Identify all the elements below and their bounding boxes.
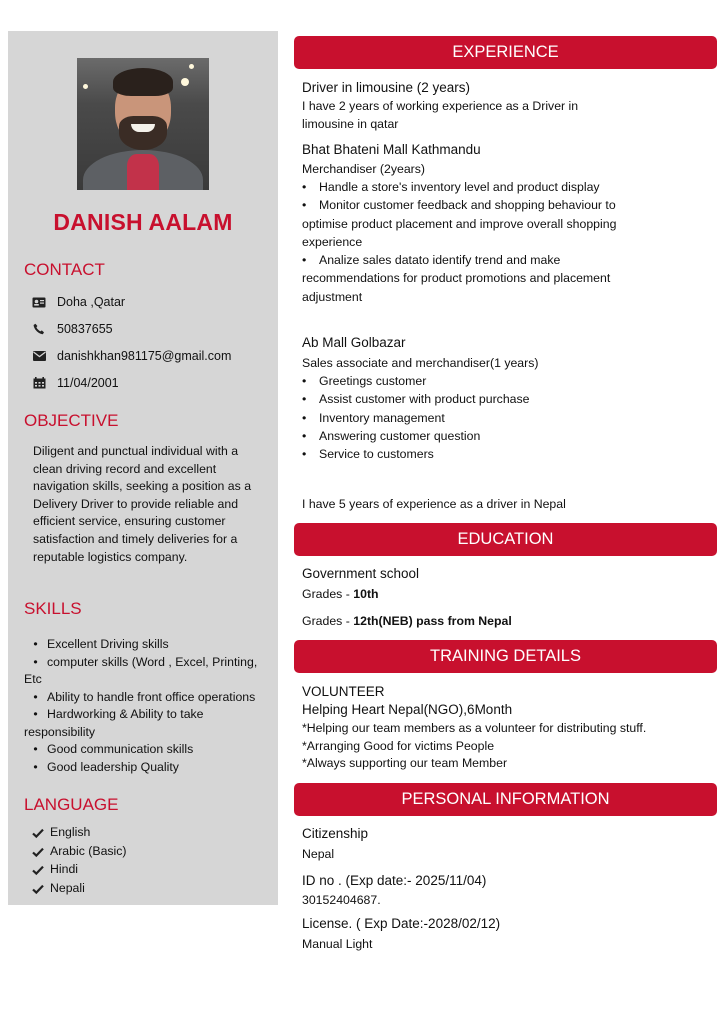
language-text: Arabic (Basic) [50, 843, 127, 858]
job3-title: Ab Mall Golbazar [302, 335, 406, 350]
contact-heading: CONTACT [24, 260, 105, 279]
nepal-experience-note: I have 5 years of experience as a driver in Nepal [302, 497, 566, 511]
training-point: *Arranging Good for victims People [302, 738, 495, 753]
bullet-icon: • [302, 253, 307, 268]
job3-point [302, 445, 632, 463]
language-heading: LANGUAGE [24, 795, 119, 814]
skill-item-text: computer skills (Word , Excel, Printing, Etc [24, 654, 258, 686]
job1-title: Driver in limousine (2 years) [302, 80, 471, 95]
skill-item-text: Ability to handle front office operations [47, 689, 256, 704]
job2-role: Merchandiser (2years) [302, 162, 426, 176]
language-list [32, 823, 127, 897]
job3-point [302, 427, 632, 445]
skill-item [24, 741, 276, 759]
check-icon [32, 863, 44, 875]
skills-list [24, 636, 276, 776]
contact-location [32, 295, 125, 309]
objective-heading: OBJECTIVE [24, 411, 119, 430]
id-value: 30152404687. [302, 893, 381, 907]
language-item [32, 879, 127, 898]
grade2-label: Grades - [302, 614, 354, 628]
profile-photo [77, 58, 209, 190]
bullet-icon: • [33, 742, 38, 756]
job2-point [302, 178, 627, 196]
phone-icon [32, 323, 46, 335]
job2-point-text: Analize sales datato identify trend and make recommendations for product promotions and placement adjustment [302, 253, 611, 304]
skill-item [24, 759, 276, 777]
education-grade-12 [302, 612, 512, 630]
bullet-icon: • [302, 392, 307, 407]
skill-item-text: Good leadership Quality [47, 759, 179, 774]
education-heading: EDUCATION [294, 523, 717, 556]
grade1-value: 10th [353, 587, 379, 601]
citizenship-label: Citizenship [302, 826, 369, 841]
job3-role: Sales associate and merchandiser(1 years) [302, 356, 539, 370]
job3-point [302, 372, 632, 390]
training-type: VOLUNTEER [302, 684, 385, 699]
language-text: English [50, 825, 91, 839]
phone-text: 50837655 [57, 322, 113, 336]
job1-description: I have 2 years of working experience as a Driver in limousine in qatar [302, 99, 579, 131]
license-label: License. ( Exp Date:-2028/02/12) [302, 916, 501, 931]
bullet-icon: • [33, 654, 38, 669]
job2-point-text: Monitor customer feedback and shopping behaviour to optimise product placement and improve overall shopping experience [302, 198, 617, 249]
citizenship-value: Nepal [302, 847, 335, 861]
contact-dob [32, 376, 119, 390]
calendar-icon [32, 377, 46, 389]
skill-item [24, 689, 276, 707]
bullet-icon: • [33, 637, 38, 651]
envelope-icon [32, 350, 46, 362]
bullet-icon: • [302, 410, 307, 425]
skill-item-text: Good communication skills [47, 742, 194, 756]
id-label: ID no . (Exp date:- 2025/11/04) [302, 873, 487, 888]
training-heading: TRAINING DETAILS [294, 640, 717, 673]
job2-title: Bhat Bhateni Mall Kathmandu [302, 142, 481, 157]
grade2-value: 12th(NEB) pass from Nepal [353, 614, 512, 628]
bullet-icon: • [33, 759, 38, 774]
personal-info-heading: PERSONAL INFORMATION [294, 783, 717, 816]
language-item [32, 842, 127, 861]
check-icon [32, 826, 44, 838]
license-value: Manual Light [302, 937, 373, 951]
training-points [302, 720, 702, 773]
skill-item-text: Hardworking & Ability to take responsibility [24, 707, 204, 739]
job2-point [302, 251, 627, 306]
job2-point-text: Handle a store's inventory level and product display [319, 180, 600, 194]
check-icon [32, 845, 44, 857]
skill-item [24, 706, 276, 741]
language-item [32, 823, 127, 842]
bullet-icon: • [33, 707, 38, 721]
location-text: Doha ,Qatar [57, 295, 126, 309]
language-text: Nepali [50, 880, 85, 895]
job3-point [302, 390, 632, 408]
contact-phone [32, 322, 113, 336]
bullet-icon: • [302, 180, 307, 194]
job3-point-text: Greetings customer [319, 374, 427, 388]
email-text[interactable]: danishkhan981175@gmail.com [57, 349, 232, 363]
skill-item [24, 636, 276, 654]
job3-points [302, 372, 632, 463]
job3-point [302, 409, 632, 427]
bullet-icon: • [302, 428, 307, 443]
job3-point-text: Answering customer question [319, 428, 481, 443]
training-org: Helping Heart Nepal(NGO),6Month [302, 702, 513, 717]
job3-point-text: Assist customer with product purchase [319, 392, 530, 407]
grade1-label: Grades - [302, 587, 354, 601]
training-point: *Always supporting our team Member [302, 756, 508, 770]
skill-item-text: Excellent Driving skills [47, 637, 169, 651]
sidebar [8, 31, 278, 905]
language-text: Hindi [50, 862, 79, 876]
training-point: *Helping our team members as a volunteer for distributing stuff. [302, 721, 647, 735]
job3-point-text: Service to customers [319, 447, 434, 462]
id-card-icon [32, 296, 46, 308]
check-icon [32, 882, 44, 894]
bullet-icon: • [302, 374, 307, 388]
objective-text: Diligent and punctual individual with a clean driving record and excellent navigation skills, seeking a position as a Delivery Driver to provide reliable and efficient service, ensuring customer satisfaction and timely deliveries for a reputable logistics company. [33, 444, 252, 564]
job3-point-text: Inventory management [319, 410, 445, 425]
skill-item [24, 654, 276, 689]
language-item [32, 860, 127, 879]
education-grade-10 [302, 585, 379, 603]
bullet-icon: • [33, 689, 38, 704]
bullet-icon: • [302, 447, 307, 462]
candidate-name: DANISH AALAM [53, 209, 233, 235]
dob-text: 11/04/2001 [57, 376, 119, 390]
job2-point [302, 196, 627, 251]
education-school: Government school [302, 566, 420, 581]
job2-points [302, 178, 627, 306]
contact-email [32, 349, 231, 363]
skills-heading: SKILLS [24, 599, 82, 618]
bullet-icon: • [302, 198, 307, 213]
experience-heading: EXPERIENCE [294, 36, 717, 69]
